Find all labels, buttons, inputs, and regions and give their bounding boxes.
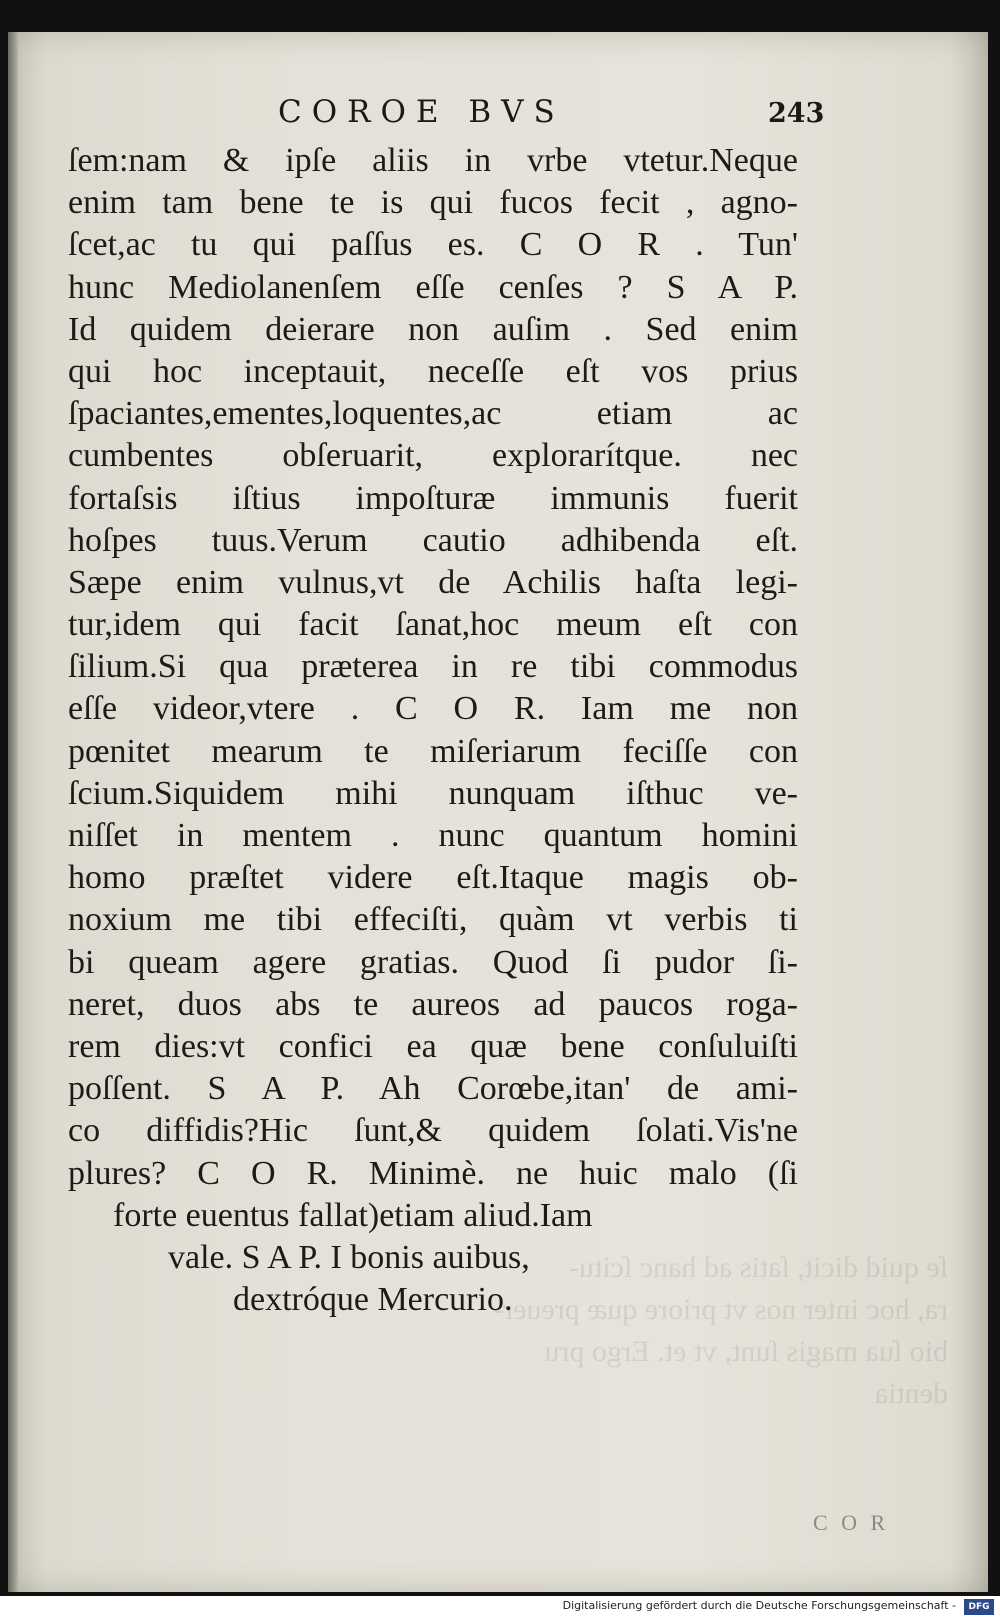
- bleed-line: dentia: [874, 1377, 948, 1410]
- text-line: eſſe videor,vtere . C O R. Iam me non: [68, 690, 798, 728]
- text-line: enim tam bene te is qui fucos fecit , agno-: [68, 184, 798, 222]
- text-line: tur,idem qui facit ſanat,hoc meum eſt con: [68, 606, 798, 644]
- text-line: poſſent. S A P. Ah Corœbe,itan' de ami-: [68, 1070, 798, 1108]
- page-gutter-edge: [8, 32, 18, 1592]
- text-line: hoſpes tuus.Verum cautio adhibenda eſt.: [68, 521, 798, 559]
- catchword: C O R: [813, 1510, 890, 1535]
- funding-credit: Digitalisierung gefördert durch die Deutsche Forschungsgemeinschaft -: [562, 1599, 956, 1612]
- text-line: bi queam agere gratias. Quod ſi pudor ſi-: [68, 943, 798, 981]
- dfg-logo: DFG: [964, 1599, 994, 1615]
- bleed-line: bio ſua magis ſunt, vt et. Ergo pru: [544, 1335, 948, 1368]
- text-line: fortaſsis iſtius impoſturæ immunis fuerit: [68, 479, 798, 517]
- book-page: [8, 32, 988, 1592]
- text-line: plures? C O R. Minimè. ne huic malo (ſi: [68, 1154, 798, 1192]
- running-head: COROE BVS: [278, 94, 565, 130]
- text-line: ſilium.Si qua præterea in re tibi commodus: [68, 648, 798, 686]
- closing-line: vale. S A P. I bonis auibus,: [168, 1238, 530, 1276]
- text-line: noxium me tibi effeciſti, quàm vt verbis ti: [68, 901, 798, 939]
- text-line: pœnitet mearum te miſeriarum feciſſe con: [68, 732, 798, 770]
- text-line: qui hoc inceptauit, neceſſe eſt vos prius: [68, 352, 798, 390]
- text-line: co diffidis?Hic ſunt,& quidem ſolati.Vis'ne: [68, 1112, 798, 1150]
- bleed-through-text: [68, 1247, 948, 1415]
- page-number: 243: [768, 98, 825, 129]
- text-line: hunc Mediolanenſem eſſe cenſes ? S A P.: [68, 268, 798, 306]
- text-line: ſcet,ac tu qui paſſus es. C O R . Tun': [68, 226, 798, 264]
- text-line: homo præſtet videre eſt.Itaque magis ob-: [68, 859, 798, 897]
- text-line: neret, duos abs te aureos ad paucos roga-: [68, 985, 798, 1023]
- bleed-line: ſe quid dicit, ſatis ad hanc ſcitu-: [568, 1251, 948, 1284]
- bleed-line: ra, hoc inter nos vt priore quæ preuer-: [493, 1293, 948, 1326]
- text-line: ſpaciantes,ementes,loquentes,ac etiam ac: [68, 395, 798, 433]
- closing-line: dextróque Mercurio.: [233, 1281, 513, 1319]
- text-line: ſem:nam & ipſe aliis in vrbe vtetur.Neque: [68, 142, 798, 179]
- text-line: cumbentes obſeruarit, explorarítque. nec: [68, 437, 798, 475]
- text-line: niſſet in mentem . nunc quantum homini: [68, 817, 798, 854]
- body-text: [68, 140, 798, 1321]
- closing-line: forte euentus fallat)etiam aliud.Iam: [113, 1196, 593, 1234]
- text-line: Sæpe enim vulnus,vt de Achilis haſta legi-: [68, 563, 798, 601]
- footer-bar: [0, 1596, 1000, 1622]
- text-line: Id quidem deierare non auſim . Sed enim: [68, 310, 798, 348]
- text-line: rem dies:vt confici ea quæ bene conſuluiſti: [68, 1027, 798, 1065]
- text-line: ſcium.Siquidem mihi nunquam iſthuc ve-: [68, 774, 798, 812]
